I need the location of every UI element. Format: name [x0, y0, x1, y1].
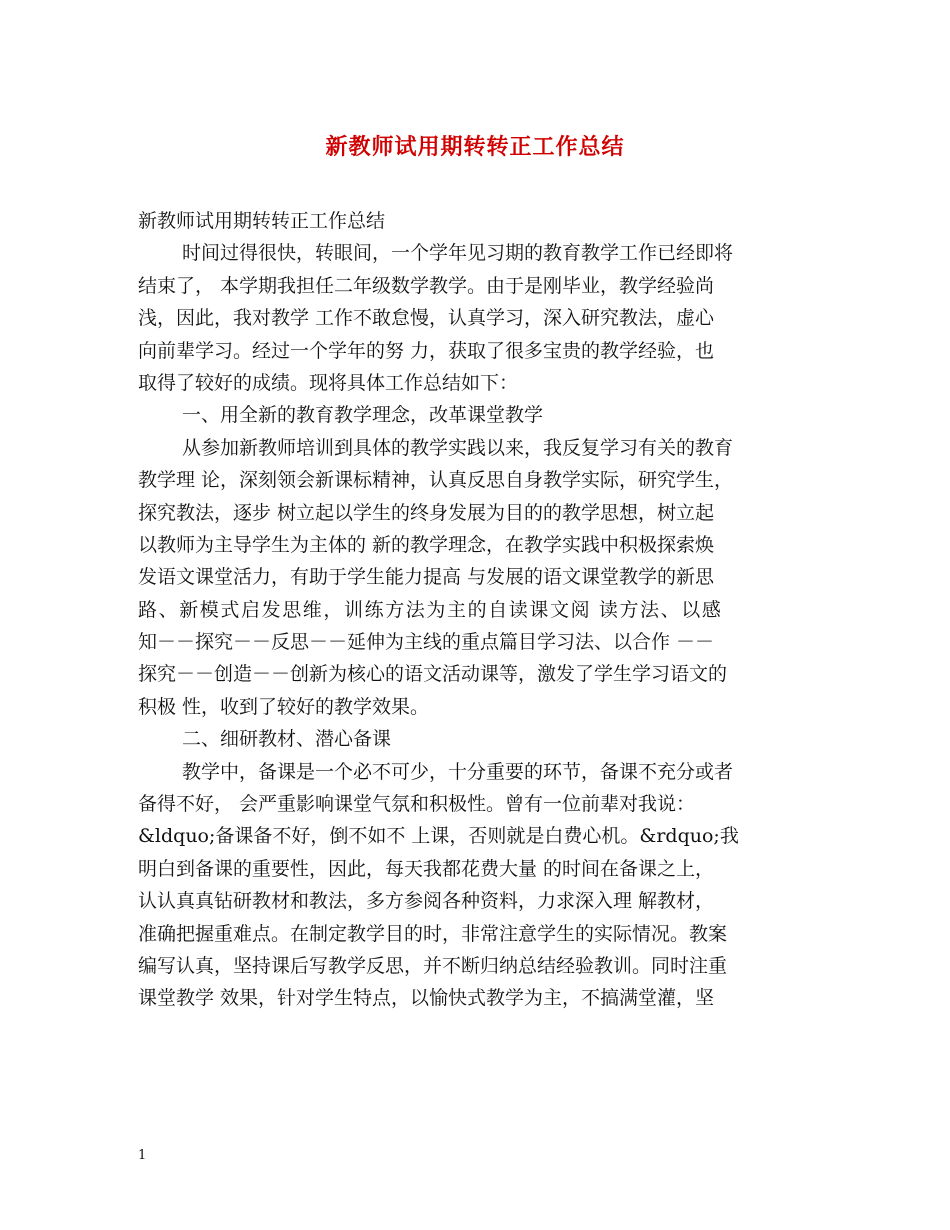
section-heading: 二、细研教材、潜心备课	[182, 728, 392, 751]
text-line: 教学中，备课是一个必不可少，十分重要的环节，备课不充分或者	[182, 760, 734, 783]
text-line: 探究－－创造－－创新为核心的语文活动课等，激发了学生学习语文的	[138, 663, 728, 686]
text-line: 明白到备课的重要性，因此，每天我都花费大量 的时间在备课之上，	[138, 857, 715, 880]
document-body	[138, 205, 828, 1015]
text-line: 探究教法，逐步 树立起以学生的终身发展为目的的教学思想，树立起	[138, 501, 715, 524]
section-heading: 一、用全新的教育教学理念，改革课堂教学	[182, 404, 544, 427]
text-line: 路、新模式启发思维，训练方法为主的自读课文阅 读方法、以感	[138, 598, 723, 621]
text-line: &ldquo;备课备不好，倒不如不 上课，否则就是白费心机。&rdquo;我	[138, 825, 739, 848]
text-line: 准确把握重难点。在制定教学目的时，非常注意学生的实际情况。教案	[138, 922, 728, 945]
text-line: 时间过得很快，转眼间，一个学年见习期的教育教学工作已经即将	[182, 242, 734, 265]
text-line: 课堂教学 效果，针对学生特点，以愉快式教学为主，不搞满堂灌，坚	[138, 987, 715, 1010]
text-line: 结束了， 本学期我担任二年级数学教学。由于是刚毕业，教学经验尚	[138, 274, 715, 297]
document-title: 新教师试用期转转正工作总结	[325, 134, 625, 160]
text-line: 教学理 论，深刻领会新课标精神，认真反思自身教学实际，研究学生，	[138, 469, 734, 492]
text-line: 以教师为主导学生为主体的 新的教学理念，在教学实践中积极探索焕	[138, 533, 715, 556]
page-number: 1	[138, 1148, 147, 1163]
text-line: 新教师试用期转转正工作总结	[138, 210, 386, 232]
text-line: 认认真真钻研教材和教法，多方参阅各种资料，力求深入理 解教材，	[138, 890, 715, 913]
text-line: 浅，因此，我对教学 工作不敢怠慢，认真学习，深入研究教法，虚心	[138, 307, 715, 330]
text-line: 发语文课堂活力，有助于学生能力提高 与发展的语文课堂教学的新思	[138, 566, 715, 589]
text-line: 取得了较好的成绩。现将具体工作总结如下：	[138, 371, 519, 394]
text-line: 知－－探究－－反思－－延伸为主线的重点篇目学习法、以合作 －－	[138, 631, 715, 654]
text-line: 向前辈学习。经过一个学年的努 力，获取了很多宝贵的教学经验，也	[138, 339, 715, 362]
text-line: 积极 性，收到了较好的教学效果。	[138, 695, 430, 718]
text-line: 备得不好， 会严重影响课堂气氛和积极性。曾有一位前辈对我说：	[138, 793, 696, 816]
text-line: 从参加新教师培训到具体的教学实践以来，我反复学习有关的教育	[182, 436, 734, 459]
text-line: 编写认真，坚持课后写教学反思，并不断归纳总结经验教训。同时注重	[138, 954, 728, 977]
